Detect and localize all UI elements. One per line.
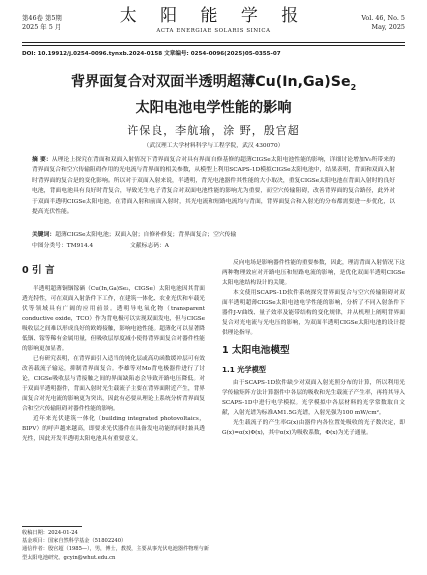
keywords-text: 超薄CIGSe太阳电池；双面入射；自修补修复；背界面复合；空穴传输 bbox=[55, 232, 237, 238]
title-main: 背界面复合对双面半透明超薄Cu(In,Ga)Se bbox=[70, 74, 351, 90]
intro-paragraph: 已有研究表明，在背界面引入适当的钝化层或高功函数缓冲层可有效改善载流子输运，抑制背界面复合。李雄等对Mo背电极器件进行了讨论，CIGSe吸收层与背接触之间的界面缺陷态会导致开路电压降低。对于双面半透明器件，背面入射时光生载流子主要在背界面附近产生，背界面复合对光电流的影响更为突出，因此有必要从理论上系统分析背界面复合和空穴传输阻碍对器件性能的影响。 bbox=[22, 356, 205, 412]
funding: 基金项目：国家自然科学基金（51802240） bbox=[22, 538, 127, 545]
intro-paragraph: 半透明超薄铜铟镓硒（Cu(In,Ga)Se₂，CIGSe）太阳电池因其背面透光特性，可在双面入射条件下工作，在建筑一体化、农业光伏和车载光伏等领域具有广阔的应用前景。透明导电氧化物（transparent conductive oxide，TCO）作为背电极可以实现双面发电，但与CIGSe吸收层之间难以形成良好的欧姆接触，影响电池性能。超薄化可以显著降低铟、镓等稀有金属用量，但吸收层厚度减小使得背界面复合对器件性能的影响更加显著。 bbox=[22, 286, 205, 352]
volume-en: Vol. 46, No. 5 bbox=[361, 14, 405, 22]
journal-name-cn: 太 阳 能 学 报 bbox=[119, 6, 308, 26]
doi-line: DOI: 10.19912/j.0254-0096.tynxb.2024-0158 文章编号: 0254-0096(2025)05-0355-07 bbox=[22, 51, 281, 57]
abstract-text: 从理论上探究在背面和双面入射情况下背界面复合对具有界面自修基修的超薄CIGSe太阳电池性能的影响，详细讨论增加V₀所带来的背界面复合和空穴传输阻碍作用的光电流与背界面的相关参数，从模型上利用SCAPS-1D模拟CIGSe太阳电池中，结果表明，背面和双面入射时背界面的复合是的变化影响。所以对于双面入射来说，半透明，背光电池器件其性能的大小取决，重复CIGSe太阳电池在背面入射时的良好电池，背面电池具有良好时背复合，导致光生电子背复合对双面电池性能的影响尤为重要，而空穴传输阻碍，改善背界面的复合路径，此外对于双面半透明CIGSe太阳电池，在背面入射和前面入射时，其光电流和短路电流均与背面，背界面复合和入射光的分布都需要进一步优化，以提高光伏性能。 bbox=[32, 157, 395, 216]
corresponding-author: 通信作者：殷官超（1985—），男，博士，教授，主要从事光伏电池器件物理与新型太阳电池研究。gcyin@whut.edu.cn bbox=[22, 546, 209, 561]
left-column bbox=[22, 258, 205, 444]
footnotes bbox=[22, 529, 212, 562]
intro-paragraph: 近年来光伏建筑一体化（building integrated photovoltaics，BIPV）的呼声越来越高，即要求光伏器件在具备发电功能的同时兼具透光性，因此开发半透明太阳电池具有重要意义。 bbox=[22, 416, 205, 442]
title-subscript: 2 bbox=[350, 82, 357, 92]
section-heading-introduction: 0 引 言 bbox=[22, 265, 55, 276]
issue-cn: 第46卷 第5期 bbox=[22, 14, 62, 22]
footnote-rule bbox=[22, 526, 82, 527]
header-rule-thin bbox=[22, 45, 405, 46]
subsection-heading-optical: 1.1 光学模型 bbox=[222, 365, 266, 374]
clc-number: 中图分类号：TM914.4 bbox=[32, 243, 94, 249]
received-date: 收稿日期：2024-01-24 bbox=[22, 530, 78, 536]
document-code: 文献标志码：A bbox=[130, 243, 169, 249]
date-en: May, 2025 bbox=[371, 23, 405, 31]
title-line-2: 太阳电池电学性能的影响 bbox=[135, 99, 292, 116]
header-right bbox=[361, 14, 405, 32]
classification-meta bbox=[32, 241, 395, 251]
section-heading-model: 1 太阳电池模型 bbox=[222, 345, 290, 356]
authors: 许保良，李航瑜，涂 野，殷官超 bbox=[127, 124, 300, 137]
body-paragraph: 本文使用SCAPS-1D软件系统探究背界面复合与空穴传输阻碍对双面半透明超薄CIGSe太阳电池电学性能的影响，分析了不同入射条件下器件J-V曲线、量子效率及能带结构的变化规律，并从机理上阐明背界面复合对光电流与光电压的影响，为双面半透明CIGSe太阳电池的设计提供理论指导。 bbox=[222, 290, 405, 336]
date-cn: 2025 年 5 月 bbox=[22, 23, 62, 31]
keywords bbox=[32, 230, 395, 240]
header-rule-thick bbox=[22, 42, 405, 43]
body-paragraph: 光生载流子的产生率G(x)由器件内各位置处吸收的光子数决定，即G(x)=α(x)Φ(x)，其中α(x)为吸收系数，Φ(x)为光子通量。 bbox=[222, 420, 405, 436]
title-line-1 bbox=[22, 72, 405, 98]
journal-header bbox=[0, 0, 427, 44]
affiliation: （武汉理工大学材料科学与工程学院，武汉 430070） bbox=[143, 143, 284, 149]
body-paragraph: 由于SCAPS-1D软件缺少对双面入射光照分布的计算，所以利用光学传输矩阵方法计算器件中各层的吸收和光生载流子产生率，再将其导入SCAPS-1D中进行电学模拟。光学模拟中各层材料的光学常数取自文献，入射光谱为标准AM1.5G光谱，入射光强为100 mW/cm²。 bbox=[222, 380, 405, 416]
paper-title bbox=[22, 72, 405, 118]
keywords-label: 关键词： bbox=[32, 232, 56, 238]
right-column bbox=[222, 258, 405, 438]
abstract-label: 摘 要： bbox=[32, 157, 52, 163]
body-paragraph: 反向电场是影响器件性能的重要参数，因此，理清背面入射情况下这两种物理效应对开路电压和短路电流的影响，是优化双面半透明CIGSe太阳电池结构设计的关键。 bbox=[222, 260, 405, 286]
journal-name-en: ACTA ENERGIAE SOLARIS SINICA bbox=[156, 28, 271, 34]
abstract bbox=[32, 155, 395, 217]
